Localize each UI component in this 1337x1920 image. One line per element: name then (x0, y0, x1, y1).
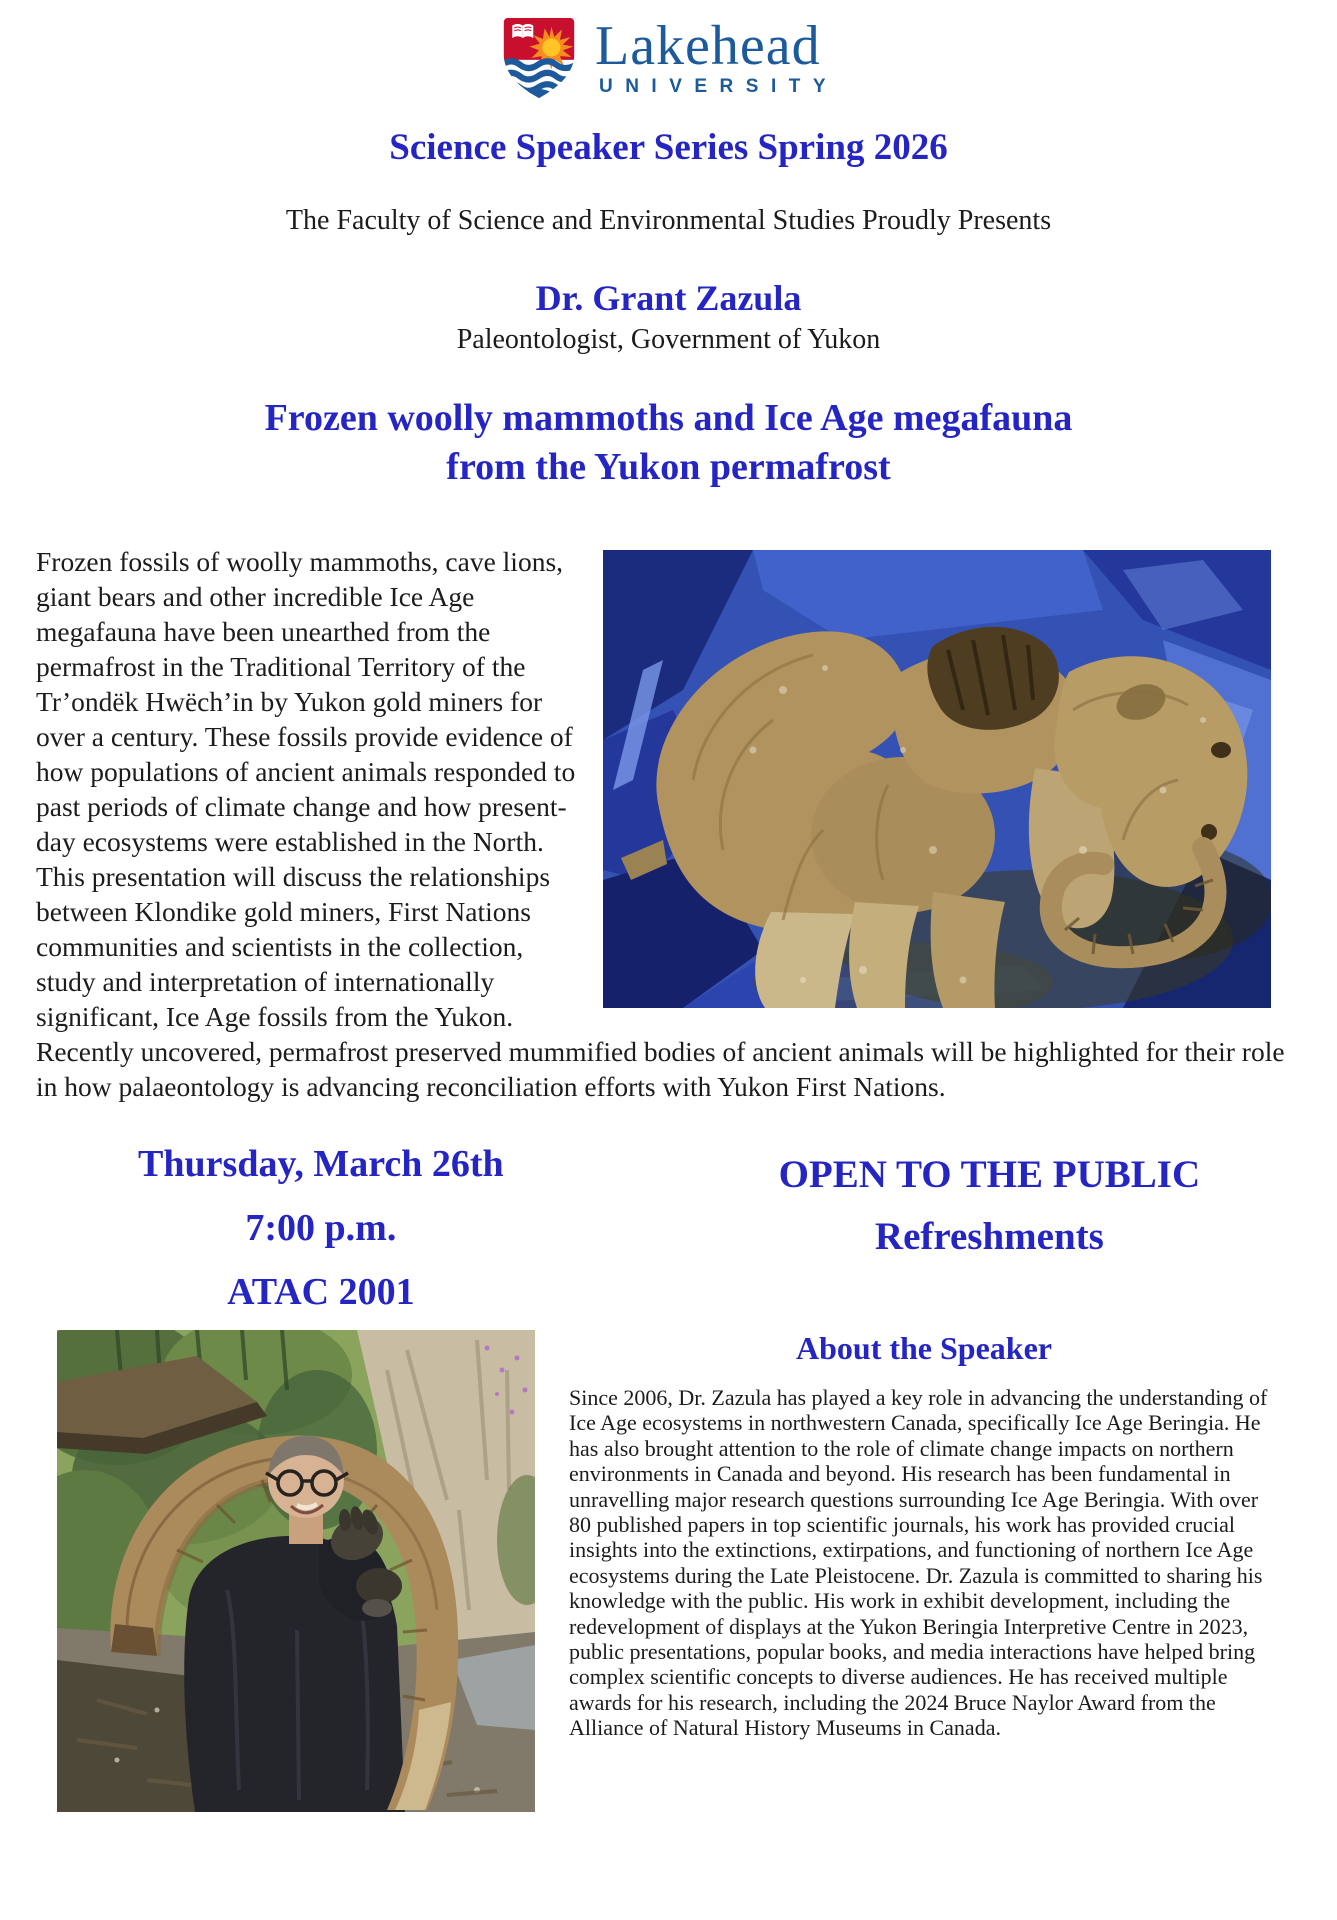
about-heading: About the Speaker (795, 1330, 1052, 1366)
event-date: Thursday, March 26th (138, 1143, 504, 1185)
logo-sub-wordmark: UNIVERSITY (598, 75, 839, 97)
bottom-section (0, 1330, 1337, 1812)
open-line: OPEN TO THE PUBLIC (778, 1153, 1201, 1196)
presents-line: The Faculty of Science and Environmental Studies Proudly Presents (285, 205, 1052, 236)
series-title: Science Speaker Series Spring 2026 (389, 127, 948, 168)
about-text: Since 2006, Dr. Zazula has played a key role in advancing the understanding of Ice Age ecosystems in northwestern Canada, specifically Ice Age Beringia. He has also brought attention to the role of climate change impacts on northern environments in Canada and beyond. His research has been fundamental in unravelling major research questions surrounding Ice Age Beringia. With over 80 published papers in top scientific journals, his work has provided crucial insights into the extinctions, extirpations, and functioning of northern Ice Age ecosystems during the Late Pleistocene. Dr. Zazula is committed to sharing his knowledge with the public. His work in exhibit development, including the redevelopment of displays at the Yukon Beringia Interpretive Centre in 2023, public presentations, popular books, and media interactions have helped bring complex scientific concepts to diverse audiences. He has received multiple awards for his research, including the 2024 Bruce Naylor Award from the Alliance of Natural History Museums in Canada. (569, 1385, 1268, 1741)
event-time: 7:00 p.m. (245, 1207, 397, 1249)
logo-wordmark: Lakehead (594, 14, 821, 77)
event-section (0, 1132, 1337, 1324)
speaker-title: Paleontologist, Government of Yukon (456, 324, 881, 355)
event-location: ATAC 2001 (227, 1271, 415, 1313)
open-book-icon (512, 24, 533, 38)
talk-title (0, 394, 1337, 492)
refreshments-line: Refreshments (874, 1215, 1104, 1258)
about-column (535, 1330, 1337, 1812)
talk-title-line2: from the Yukon permafrost (446, 446, 891, 488)
lakehead-shield-icon (499, 16, 579, 100)
open-to-public (642, 1132, 1337, 1324)
mammoth-photo (603, 550, 1271, 1008)
talk-title-line1: Frozen woolly mammoths and Ice Age megafauna (264, 397, 1073, 439)
event-details (0, 1132, 642, 1324)
abstract-text: Frozen fossils of woolly mammoths, cave lions, giant bears and other incredible Ice Age megafauna have been unearthed from the permafrost in the Traditional Territory of the Tr’ondëk Hwëch’in by Yukon gold miners for over a century. These fossils provide evidence of how populations of ancient animals responded to past periods of climate change and how present-day ecosystems were established in the North. This presentation will discuss the relationships between Klondike gold miners, First Nations communities and scientists in the collection, study and interpretation of internationally significant, Ice Age fossils from the Yukon. Recently uncovered, permafrost preserved mummified bodies of ancient animals will be highlighted for their role in how palaeontology is advancing reconciliation efforts with Yukon First Nations. (36, 546, 1285, 1102)
tusk-photo (57, 1330, 535, 1812)
speaker-name: Dr. Grant Zazula (535, 278, 802, 318)
lakehead-logo (0, 0, 1337, 100)
abstract-section (0, 544, 1337, 1104)
